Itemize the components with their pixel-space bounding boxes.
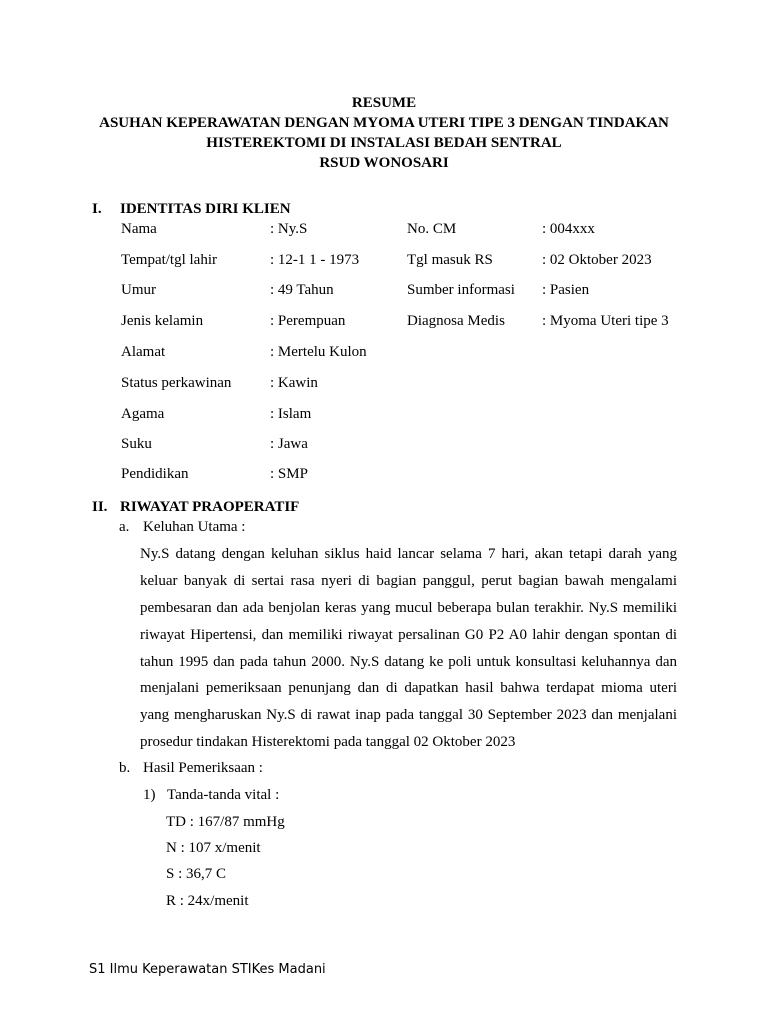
paragraph-line: keluar banyak di sertai rasa nyeri di bagian panggul, perut bagian bawah mengalami: [140, 572, 677, 589]
identity-row: [0, 404, 768, 424]
identity-row: [0, 434, 768, 454]
identity-row: [0, 219, 768, 239]
keluhan-paragraph: [140, 541, 677, 756]
vital-n: N : 107 x/menit: [166, 840, 261, 856]
hasil-label: Hasil Pemeriksaan :: [143, 760, 263, 776]
identity-label-2: Sumber informasi: [407, 282, 515, 298]
vital-label: Tanda-tanda vital :: [167, 787, 280, 803]
vital-signs-heading: [143, 785, 279, 805]
hasil-pemeriksaan-heading: [119, 758, 263, 778]
identity-label-2: Diagnosa Medis: [407, 313, 505, 329]
paragraph-line: menjalani pemeriksaan penunjang dan di dapatkan hasil bahwa terdapat mioma uteri: [140, 680, 677, 697]
vital-s: S : 36,7 C: [166, 866, 227, 882]
identity-label: Pendidikan: [121, 466, 189, 482]
identity-row: [0, 373, 768, 393]
hasil-marker: b.: [119, 760, 131, 776]
section-2-number: II.: [92, 499, 108, 515]
identity-label-2: Tgl masuk RS: [407, 252, 493, 268]
identity-row: [0, 311, 768, 331]
keluhan-utama-heading: [119, 517, 245, 537]
identity-value-2: : 004xxx: [542, 221, 595, 237]
identity-label: Nama: [121, 221, 157, 237]
identity-value: : Perempuan: [270, 313, 346, 329]
title-line-1: RESUME: [351, 95, 417, 111]
identity-label: Agama: [121, 406, 165, 422]
keluhan-marker: a.: [119, 519, 130, 535]
identity-row: [0, 342, 768, 362]
page-footer: S1 Ilmu Keperawatan STIKes Madani: [89, 962, 326, 977]
identity-label: Suku: [121, 436, 152, 452]
identity-value: : 12-1 1 - 1973: [270, 252, 360, 268]
identity-label: Tempat/tgl lahir: [121, 252, 218, 268]
title-line-2: ASUHAN KEPERAWATAN DENGAN MYOMA UTERI TIPE 3 DENGAN TINDAKAN: [99, 115, 669, 131]
paragraph-line: prosedur tindakan Histerektomi pada tanggal 02 Oktober 2023: [140, 734, 516, 751]
identity-value: : Mertelu Kulon: [270, 344, 367, 360]
identity-value: : SMP: [270, 466, 308, 482]
paragraph-line: Ny.S datang dengan keluhan siklus haid lancar selama 7 hari, akan tetapi darah yang: [140, 546, 677, 562]
identity-label: Umur: [121, 282, 156, 298]
identity-value-2: : Pasien: [542, 282, 590, 298]
section-2-heading: [92, 498, 299, 516]
section-1-title: IDENTITAS DIRI KLIEN: [120, 201, 291, 217]
section-1-number: I.: [92, 201, 102, 217]
title-line-3: HISTEREKTOMI DI INSTALASI BEDAH SENTRAL: [206, 135, 562, 151]
title-line-4: RSUD WONOSARI: [319, 155, 449, 171]
document-title: [0, 93, 768, 173]
paragraph-line: tahun 1995 dan pada tahun 2000. Ny.S datang ke poli untuk konsultasi keluhannya dan: [140, 653, 677, 670]
identity-label: Jenis kelamin: [121, 313, 204, 329]
identity-row: [0, 464, 768, 484]
section-2-title: RIWAYAT PRAOPERATIF: [120, 499, 300, 515]
vital-marker: 1): [143, 787, 156, 803]
identity-label: Status perkawinan: [121, 375, 232, 391]
identity-value-2: : Myoma Uteri tipe 3: [542, 313, 669, 329]
keluhan-label: Keluhan Utama :: [143, 519, 246, 535]
identity-value: : Islam: [270, 406, 312, 422]
vital-td: TD : 167/87 mmHg: [166, 814, 285, 830]
paragraph-line: riwayat Hipertensi, dan memiliki riwayat persalinan G0 P2 A0 lahir dengan spontan di: [140, 626, 677, 643]
paragraph-line: pembesaran dan ada benjolan keras yang mucul beberapa bulan terakhir. Ny.S memiliki: [140, 599, 677, 616]
identity-value: : Kawin: [270, 375, 318, 391]
identity-label: Alamat: [121, 344, 166, 360]
identity-value-2: : 02 Oktober 2023: [542, 252, 652, 268]
paragraph-line: yang mengharuskan Ny.S di rawat inap pada tanggal 30 September 2023 dan menjalani: [140, 707, 677, 724]
vital-r: R : 24x/menit: [166, 893, 249, 909]
identity-row: [0, 250, 768, 270]
identity-value: : Jawa: [270, 436, 308, 452]
identity-label-2: No. CM: [407, 221, 457, 237]
identity-value: : 49 Tahun: [270, 282, 334, 298]
identity-row: [0, 280, 768, 300]
identity-value: : Ny.S: [270, 221, 308, 237]
section-1-heading: [92, 200, 291, 218]
